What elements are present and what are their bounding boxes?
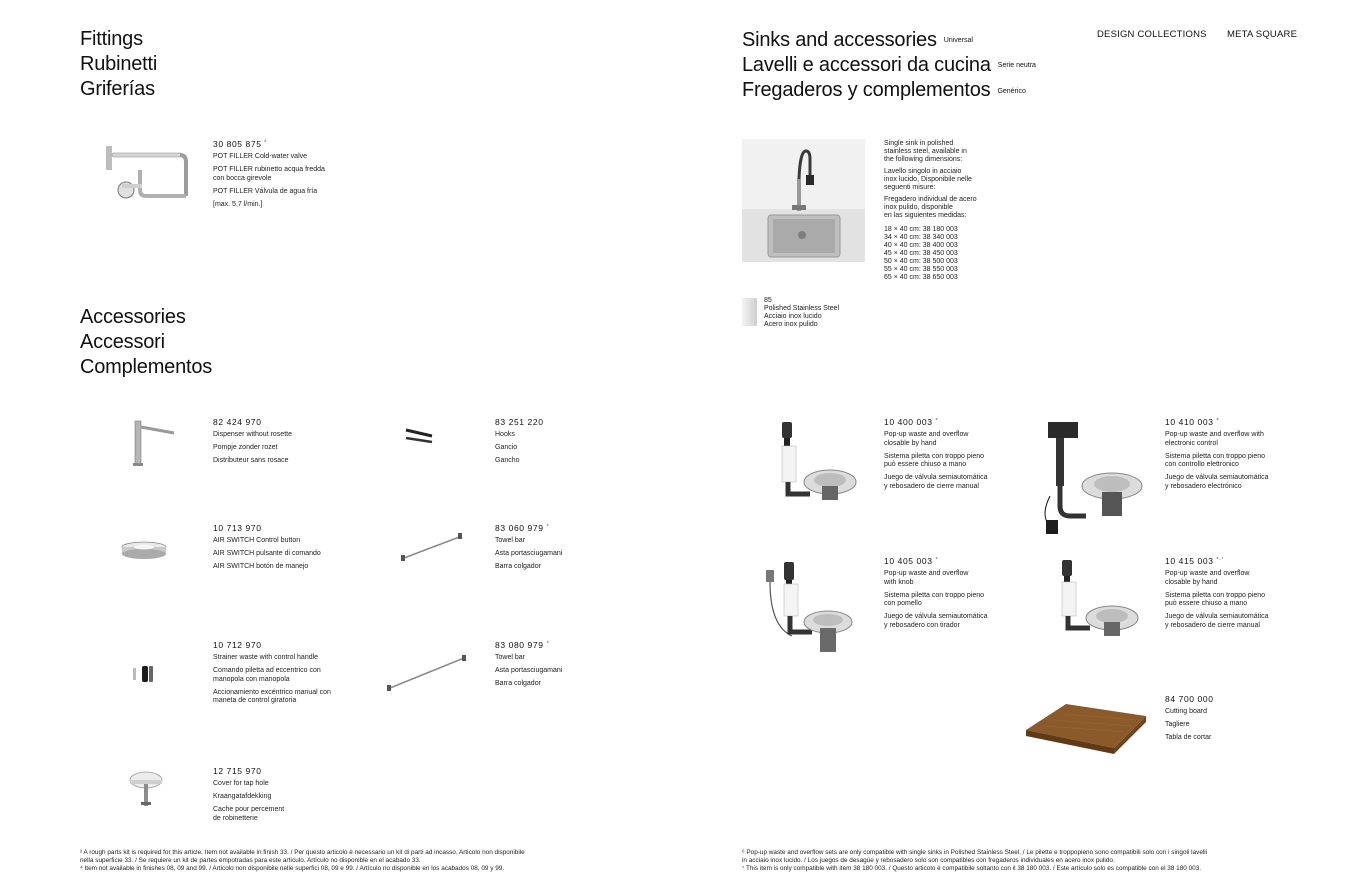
hooks-image — [400, 422, 440, 448]
towel-bar-image — [398, 528, 466, 564]
desc-en: Single sink in polished stainless steel, available in the following dimensions: — [884, 140, 967, 163]
accessories-heading — [80, 305, 212, 380]
left-footnotes: ² A rough parts kit is required for this article. Item not available in finish 33. / Per questo articolo è necessario un kit di parti ad incasso. Articolo non disponibile nella superficie 33. / Se requiere un kit de partes empotradas para este artículo. Artículo no disponible en el acabado 33. ⁴ Item not available in finishes 08, 09 and 99. / Articolo non disponibile nelle superfici 08, 09 e 99. / Artículo no disponible en los acabados 08, 09 y 99. — [80, 849, 525, 872]
desc-it: Lavello singolo in acciaio inox lucido, Disponibile nelle seguenti misure: — [884, 168, 972, 191]
heading-line-es: Fregaderos y complementos Genérico — [742, 79, 1026, 102]
product-10405003: 10 405 003 $^{^6}$ Pop-up waste and overflow with knob Sistema piletta con troppo pieno con pomello Juego de válvula semiautomática y rebosadero con tirador — [884, 556, 988, 629]
nav-design-collections[interactable]: DESIGN COLLECTIONS — [1097, 29, 1207, 40]
pot-filler-image — [100, 140, 192, 212]
towel-bar-long-image — [384, 650, 470, 694]
product-code: 30 805 875 $^{^2}$ — [213, 139, 267, 149]
desc-es: Fregadero individual de acero inox pulido, disponible en las siguientes medidas: — [884, 196, 977, 219]
strainer-handle-image — [128, 662, 160, 686]
cutting-board-image — [1024, 698, 1150, 760]
product-10712970: 10 712 970 Strainer waste with control handle Comando piletta ad eccentrico con manopola con manopola Accionamiento excéntrico manual con maneta de control giratoria — [213, 640, 331, 704]
sink-sizes: 18 × 40 cm: 38 180 003 34 × 40 cm: 38 340 003 40 × 40 cm: 38 400 003 45 × 40 cm: 38 450 003 50 × 40 cm: 38 500 003 55 × 40 cm: 38 550 003 65 × 40 cm: 38 650 003 — [884, 226, 958, 281]
popup-waste-manual-image — [770, 416, 866, 506]
tap-hole-cover-image — [124, 766, 168, 812]
product-83060979: 83 060 979 $^{^4}$ Towel bar Asta portasciugamani Barra colgador — [495, 523, 563, 570]
heading-line-it: Lavelli e accessori da cucina Serie neutra — [742, 54, 1036, 77]
heading-line-es: Complementos — [80, 356, 213, 378]
product-10410003: 10 410 003 $^{^6}$ Pop-up waste and overflow with electronic control Sistema piletta con troppo pieno con controllo elettronico Juego de válvula semiautomática y rebosadero electrónico — [1165, 417, 1269, 490]
desc-en: POT FILLER Cold-water valve — [213, 153, 308, 160]
product-10415003: 10 415 003 $^{^6˒^7}$ Pop-up waste and overflow closable by hand Sistema piletta con troppo pieno può essere chiuso a mano Juego de válvula semiautomática y rebosadero de cierre manual — [1165, 556, 1269, 629]
pot-filler-info — [213, 139, 353, 214]
sink-image — [742, 139, 865, 262]
fittings-heading — [80, 27, 157, 102]
product-10400003: 10 400 003 $^{^6}$ Pop-up waste and overflow closable by hand Sistema piletta con troppo pieno può essere chiuso a mano Juego de válvula semiautomática y rebosadero de cierre manual — [884, 417, 988, 490]
product-12715970: 12 715 970 Cover for tap hole Kraangatafdekking Cache pour percement de robinetterie — [213, 766, 285, 822]
product-82424970: 82 424 970 Dispenser without rosette Pompje zonder rozet Distributeur sans rosace — [213, 417, 292, 464]
popup-waste-manual-small-image — [1052, 556, 1148, 642]
popup-waste-electronic-image — [1036, 416, 1148, 542]
finish-swatch — [742, 298, 757, 326]
product-84700000: 84 700 000 Cutting board Tagliere Tabla de cortar — [1165, 694, 1214, 741]
sinks-heading — [742, 28, 1036, 104]
finish-number: 85 — [764, 297, 772, 304]
right-footnotes: ⁶ Pop-up waste and overflow sets are only compatible with single sinks in Polished Stainless Steel. / Le pilette e troppopieno sono compatibili solo con i singoli lavelli in acciaio inox lucido. / Los juegos de desagüe y rebosadero solo son compatibles con fregaderos individuales en acero inox pulido. ⁷ This item is only compatible with item 38 180 003. / Questo articolo è compatibile soltanto con il 38 180 003. / Este artículo solo es compatible con el 38 180 003. — [742, 849, 1208, 872]
dispenser-image — [120, 415, 180, 471]
desc-it: POT FILLER rubinetto acqua fredda con bocca girevole — [213, 166, 325, 182]
air-switch-image — [118, 537, 170, 565]
finish-info: 85 Polished Stainless Steel Acciaio inox lucido Acero inox pulido — [764, 297, 874, 329]
heading-line-en: Fittings — [80, 28, 143, 50]
product-83080979: 83 080 979 $^{^4}$ Towel bar Asta portasciugamani Barra colgador — [495, 640, 563, 687]
heading-line-en: Accessories — [80, 306, 186, 328]
flow-rate: [max. 5,7 l/min.] — [213, 200, 263, 208]
desc-es: POT FILLER Válvula de agua fría — [213, 187, 318, 195]
popup-waste-knob-image — [758, 556, 866, 666]
product-83251220: 83 251 220 Hooks Gancio Gancho — [495, 417, 544, 464]
heading-line-es: Griferías — [80, 78, 155, 100]
heading-line-en: Sinks and accessories Universal — [742, 29, 973, 51]
nav-meta-square[interactable]: META SQUARE — [1227, 29, 1298, 40]
heading-line-it: Accessori — [80, 331, 165, 353]
sink-description — [884, 140, 1004, 282]
heading-line-it: Rubinetti — [80, 53, 158, 75]
product-10713970: 10 713 970 AIR SWITCH Control button AIR SWITCH pulsante di comando AIR SWITCH botón de manejo — [213, 523, 321, 570]
